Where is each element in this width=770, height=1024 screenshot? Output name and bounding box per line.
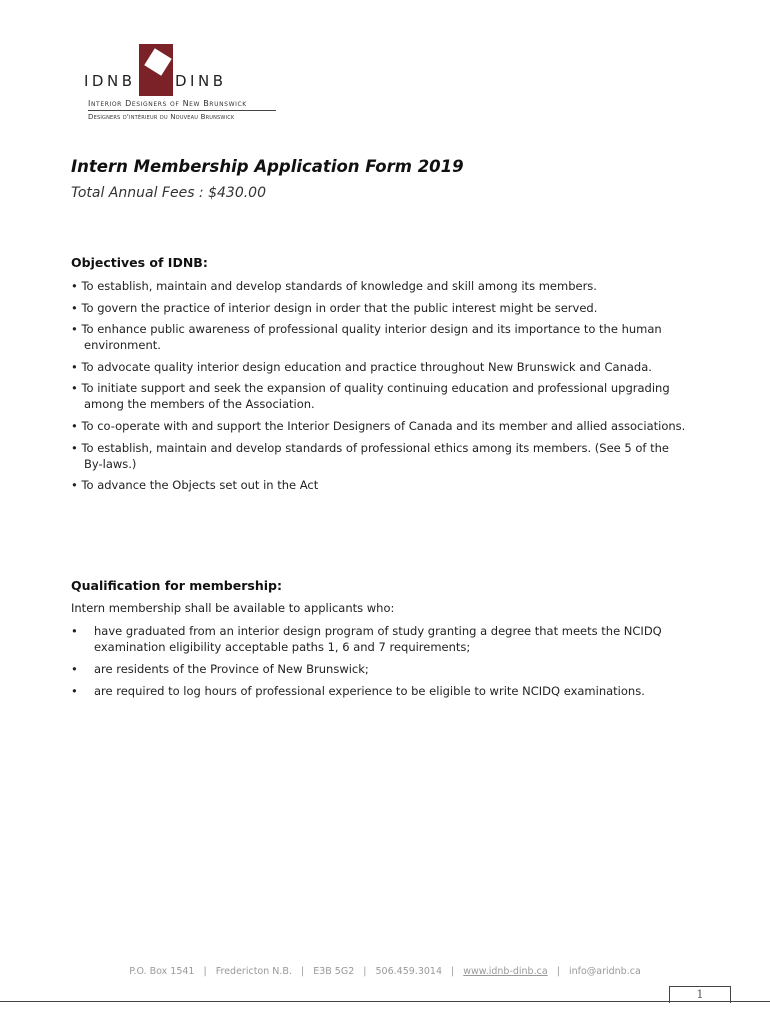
annual-fees: Total Annual Fees : $430.00	[71, 185, 266, 201]
logo-abbr-en: IDNB	[84, 72, 136, 90]
footer-postal-code: E3B 5G2	[313, 966, 355, 977]
bullet-icon: •	[71, 684, 78, 698]
idnb-logo	[84, 42, 284, 124]
list-item-text: are residents of the Province of New Brunswick;	[94, 662, 369, 676]
objectives-heading: Objectives of IDNB:	[71, 255, 208, 270]
logo-mark	[139, 44, 173, 96]
list-item: • To enhance public awareness of professional quality interior design and its importance to the human environment.	[71, 322, 662, 353]
footer-separator: |	[363, 966, 367, 977]
footer-website-link[interactable]: www.idnb-dinb.ca	[463, 966, 548, 977]
logo-abbr-fr: DINB	[175, 72, 227, 90]
objectives-list	[71, 278, 691, 499]
qualification-list	[71, 623, 711, 705]
logo-divider	[88, 110, 276, 111]
page-title: Intern Membership Application Form 2019	[71, 157, 464, 176]
list-item-text: are required to log hours of professional experience to be eligible to write NCIDQ examinations.	[94, 684, 645, 698]
list-item: • To govern the practice of interior design in order that the public interest might be served.	[71, 300, 598, 315]
footer-separator: |	[300, 966, 305, 977]
qualification-heading: Qualification for membership:	[71, 578, 282, 593]
list-item: • To co-operate with and support the Interior Designers of Canada and its member and allied associations.	[71, 418, 686, 433]
footer-separator: |	[451, 966, 455, 977]
qualification-intro: Intern membership shall be available to applicants who:	[71, 601, 395, 615]
list-item	[71, 661, 711, 677]
list-item: • To establish, maintain and develop standards of professional ethics among its members. (See 5 of the By-laws.)	[71, 440, 669, 471]
list-item	[71, 623, 711, 655]
footer-phone: 506.459.3014	[375, 966, 442, 977]
list-item	[71, 683, 711, 699]
footer-email: info@aridnb.ca	[568, 966, 641, 977]
footer-separator: |	[203, 966, 207, 977]
logo-name-en: Interior Designers of New Brunswick	[88, 99, 247, 108]
logo-diamond-shape	[144, 48, 172, 76]
logo-name-fr: Designers d'intérieur du Nouveau Brunswick	[88, 113, 235, 121]
list-item-text: have graduated from an interior design program of study granting a degree that meets the NCIDQ examination eligibility acceptable paths 1, 6 and 7 requirements;	[94, 624, 662, 654]
footer-contact	[0, 966, 770, 977]
bullet-icon: •	[71, 624, 78, 638]
page-bottom-rule	[0, 1001, 770, 1002]
list-item: • To advance the Objects set out in the Act	[71, 478, 319, 493]
footer-po-box: P.O. Box 1541	[129, 966, 195, 977]
page-number: 1	[696, 988, 704, 1001]
list-item: • To advocate quality interior design education and practice throughout New Brunswick and Canada.	[71, 359, 652, 374]
bullet-icon: •	[71, 662, 78, 676]
list-item: • To establish, maintain and develop standards of knowledge and skill among its members.	[71, 279, 597, 293]
footer-city: Fredericton N.B.	[215, 966, 292, 977]
list-item: • To initiate support and seek the expansion of quality continuing education and professional upgrading among the members of the Association.	[71, 381, 670, 412]
footer-separator: |	[556, 966, 560, 977]
